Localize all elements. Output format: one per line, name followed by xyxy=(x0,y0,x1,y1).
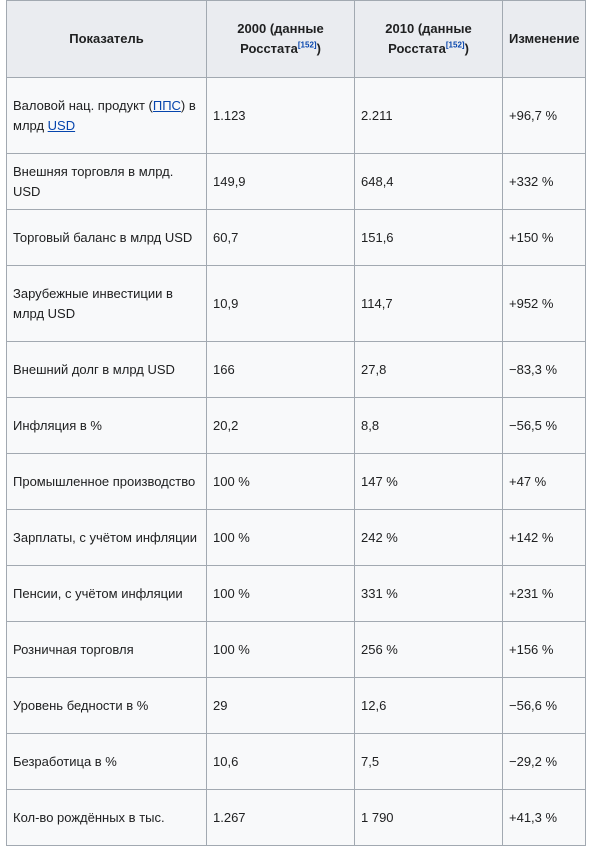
value-2000: 149,9 xyxy=(207,154,355,210)
value-2000: 20,2 xyxy=(207,398,355,454)
value-2010: 256 % xyxy=(355,622,503,678)
value-change: +952 % xyxy=(503,266,586,342)
table-row xyxy=(7,398,586,454)
value-2010: 648,4 xyxy=(355,154,503,210)
header-2000-close: ) xyxy=(316,41,321,56)
value-2010: 8,8 xyxy=(355,398,503,454)
row-label: Безработица в % xyxy=(7,734,207,790)
table-row xyxy=(7,78,586,154)
value-2010: 242 % xyxy=(355,510,503,566)
value-2000: 100 % xyxy=(207,622,355,678)
value-2000: 10,9 xyxy=(207,266,355,342)
table-row xyxy=(7,734,586,790)
table-row xyxy=(7,566,586,622)
value-2010: 1 790 xyxy=(355,790,503,846)
reference-link-152[interactable]: [152] xyxy=(445,40,465,50)
value-2000: 1.267 xyxy=(207,790,355,846)
row-label: Кол-во рождённых в тыс. xyxy=(7,790,207,846)
value-2000: 100 % xyxy=(207,454,355,510)
row-label: Зарплаты, с учётом инфляции xyxy=(7,510,207,566)
header-indicator: Показатель xyxy=(7,1,207,78)
row-label xyxy=(7,78,207,154)
value-change: +47 % xyxy=(503,454,586,510)
header-2010-text: 2010 (данные Росстата xyxy=(385,21,472,56)
row-label: Зарубежные инвестиции в млрд USD xyxy=(7,266,207,342)
table-row xyxy=(7,266,586,342)
table-row xyxy=(7,342,586,398)
header-2010 xyxy=(355,1,503,78)
header-change: Изменение xyxy=(503,1,586,78)
row-label: Розничная торговля xyxy=(7,622,207,678)
table-row xyxy=(7,210,586,266)
row-label: Промышленное производство xyxy=(7,454,207,510)
economy-comparison-table xyxy=(6,0,586,846)
row-label: Внешний долг в млрд USD xyxy=(7,342,207,398)
value-change: +41,3 % xyxy=(503,790,586,846)
value-change: +156 % xyxy=(503,622,586,678)
row-label: Торговый баланс в млрд USD xyxy=(7,210,207,266)
row-label: Уровень бедности в % xyxy=(7,678,207,734)
link-usd[interactable]: USD xyxy=(47,117,76,133)
value-2010: 331 % xyxy=(355,566,503,622)
value-2000: 60,7 xyxy=(207,210,355,266)
table-row xyxy=(7,510,586,566)
value-change: +332 % xyxy=(503,154,586,210)
value-change: −56,6 % xyxy=(503,678,586,734)
value-change: +150 % xyxy=(503,210,586,266)
header-2000 xyxy=(207,1,355,78)
value-2000: 1.123 xyxy=(207,78,355,154)
header-row xyxy=(7,1,586,78)
value-change: −83,3 % xyxy=(503,342,586,398)
value-2010: 12,6 xyxy=(355,678,503,734)
value-change: +142 % xyxy=(503,510,586,566)
value-2010: 27,8 xyxy=(355,342,503,398)
row-label: Внешняя торговля в млрд. USD xyxy=(7,154,207,210)
value-2000: 10,6 xyxy=(207,734,355,790)
value-2010: 151,6 xyxy=(355,210,503,266)
row-label-mid: ) в млрд xyxy=(13,97,196,133)
row-label: Инфляция в % xyxy=(7,398,207,454)
value-change: −29,2 % xyxy=(503,734,586,790)
table-row xyxy=(7,454,586,510)
value-2010: 114,7 xyxy=(355,266,503,342)
value-2000: 29 xyxy=(207,678,355,734)
link-pps[interactable]: ППС xyxy=(152,97,181,113)
value-change: +96,7 % xyxy=(503,78,586,154)
table-row xyxy=(7,678,586,734)
table-row xyxy=(7,154,586,210)
header-2000-text: 2000 (данные Росстата xyxy=(237,21,324,56)
row-label: Пенсии, с учётом инфляции xyxy=(7,566,207,622)
value-2000: 100 % xyxy=(207,510,355,566)
value-2000: 100 % xyxy=(207,566,355,622)
table-row xyxy=(7,790,586,846)
value-2010: 7,5 xyxy=(355,734,503,790)
value-2010: 2.211 xyxy=(355,78,503,154)
value-2010: 147 % xyxy=(355,454,503,510)
table-row xyxy=(7,622,586,678)
value-2000: 166 xyxy=(207,342,355,398)
value-change: +231 % xyxy=(503,566,586,622)
row-label-prefix: Валовой нац. продукт ( xyxy=(13,97,153,113)
reference-link-152[interactable]: [152] xyxy=(297,40,317,50)
value-change: −56,5 % xyxy=(503,398,586,454)
header-2010-close: ) xyxy=(464,41,469,56)
